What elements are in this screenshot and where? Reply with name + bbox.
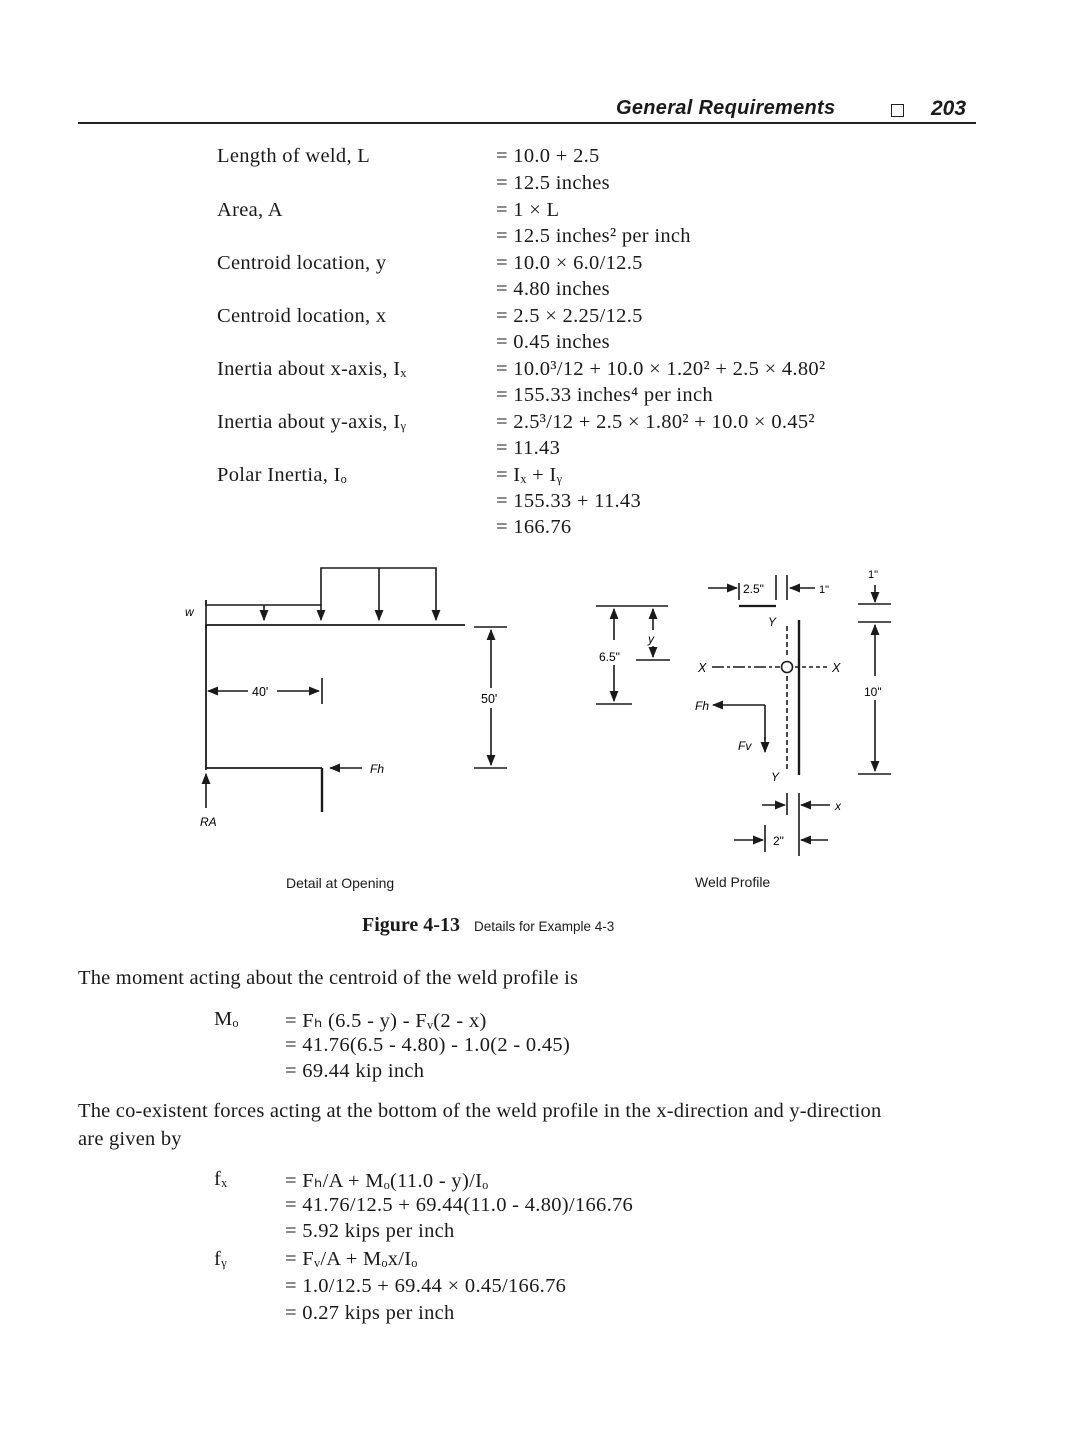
- calc-line: = 1 × L: [496, 199, 560, 221]
- moment-line: = Fₕ (6.5 - y) - Fᵥ(2 - x): [285, 1010, 487, 1032]
- calc-label: Centroid location, x: [217, 305, 387, 327]
- load-outline: [206, 568, 436, 605]
- calc-label: Length of weld, L: [217, 145, 371, 167]
- dim-65-label: 6.5": [599, 650, 620, 664]
- calc-line: = 12.5 inches: [496, 172, 610, 194]
- figure-caption: [362, 914, 614, 937]
- moment-line: = 69.44 kip inch: [285, 1060, 425, 1082]
- w-label: w: [185, 605, 194, 619]
- left-caption: Detail at Opening: [286, 875, 395, 891]
- X-left-label: X: [698, 661, 707, 675]
- calc-label: Area, A: [217, 199, 283, 221]
- moment-line: = 41.76(6.5 - 4.80) - 1.0(2 - 0.45): [285, 1034, 571, 1056]
- calc-line: = 155.33 inches⁴ per inch: [496, 384, 713, 406]
- Y-bottom-label: Y: [771, 770, 780, 784]
- calc-line: = 12.5 inches² per inch: [496, 225, 691, 247]
- calc-line: = 2.5 × 2.25/12.5: [496, 305, 643, 327]
- fh-weld-label: Fh: [695, 699, 710, 713]
- calc-line: = 166.76: [496, 516, 572, 538]
- fy-line: = 1.0/12.5 + 69.44 × 0.45/166.76: [285, 1275, 567, 1297]
- calc-line: = 4.80 inches: [496, 278, 610, 300]
- fx-line: = 5.92 kips per inch: [285, 1220, 455, 1242]
- Y-top-label: Y: [768, 615, 777, 629]
- calc-line: = 10.0 × 6.0/12.5: [496, 252, 643, 274]
- right-caption: Weld Profile: [695, 874, 771, 890]
- calc-label: Inertia about y-axis, Iᵧ: [217, 411, 407, 433]
- calc-line: = 10.0 + 2.5: [496, 145, 600, 167]
- X-right-label: X: [832, 661, 841, 675]
- weld-profile-diagram: [596, 575, 891, 856]
- ra-label: RA: [200, 815, 217, 829]
- page-number: 203: [931, 97, 967, 120]
- dim-1-label: 1": [819, 584, 830, 596]
- dim-2-label: 2": [773, 834, 784, 848]
- fy-line: = Fᵥ/A + Mₒx/Iₒ: [285, 1248, 418, 1270]
- calc-line: = Iₓ + Iᵧ: [496, 464, 563, 486]
- dim-10-label: 10": [864, 685, 882, 699]
- moment-symbol: Mₒ: [214, 1008, 239, 1030]
- fy-symbol: fᵧ: [214, 1248, 227, 1270]
- fh-label: Fh: [370, 762, 385, 776]
- fx-line: = Fₕ/A + Mₒ(11.0 - y)/Iₒ: [285, 1170, 489, 1192]
- calc-line: = 10.0³/12 + 10.0 × 1.20² + 2.5 × 4.80²: [496, 358, 826, 380]
- running-title: General Requirements: [616, 97, 836, 119]
- forces-intro-line: The co-existent forces acting at the bottom of the weld profile in the x-direction and y-direction: [78, 1100, 882, 1122]
- calc-line: = 2.5³/12 + 2.5 × 1.80² + 10.0 × 0.45²: [496, 411, 815, 433]
- fx-symbol: fₓ: [214, 1168, 228, 1190]
- calc-label: Polar Inertia, Iₒ: [217, 464, 347, 486]
- calc-line: = 155.33 + 11.43: [496, 490, 642, 512]
- figure-title: Details for Example 4-3: [473, 919, 615, 934]
- calc-line: = 11.43: [496, 437, 561, 459]
- dim-40-label: 40': [252, 685, 269, 699]
- calc-label: Centroid location, y: [217, 252, 387, 274]
- dim-25-label: 2.5": [743, 582, 764, 596]
- x-label: x: [835, 799, 841, 813]
- forces-intro-line: are given by: [78, 1128, 182, 1150]
- fy-line: = 0.27 kips per inch: [285, 1302, 455, 1324]
- dim-1b-label: 1": [868, 569, 879, 581]
- calc-line: = 0.45 inches: [496, 331, 610, 353]
- fx-line: = 41.76/12.5 + 69.44(11.0 - 4.80)/166.76: [285, 1194, 634, 1216]
- centroid-marker: [782, 662, 793, 673]
- figure-number: Figure 4-13: [362, 914, 460, 936]
- calc-label: Inertia about x-axis, Iₓ: [217, 358, 407, 380]
- fv-label: Fv: [738, 739, 752, 753]
- moment-intro: The moment acting about the centroid of the weld profile is: [78, 967, 579, 989]
- y-label: y: [648, 632, 654, 646]
- dim-50-label: 50': [481, 692, 498, 706]
